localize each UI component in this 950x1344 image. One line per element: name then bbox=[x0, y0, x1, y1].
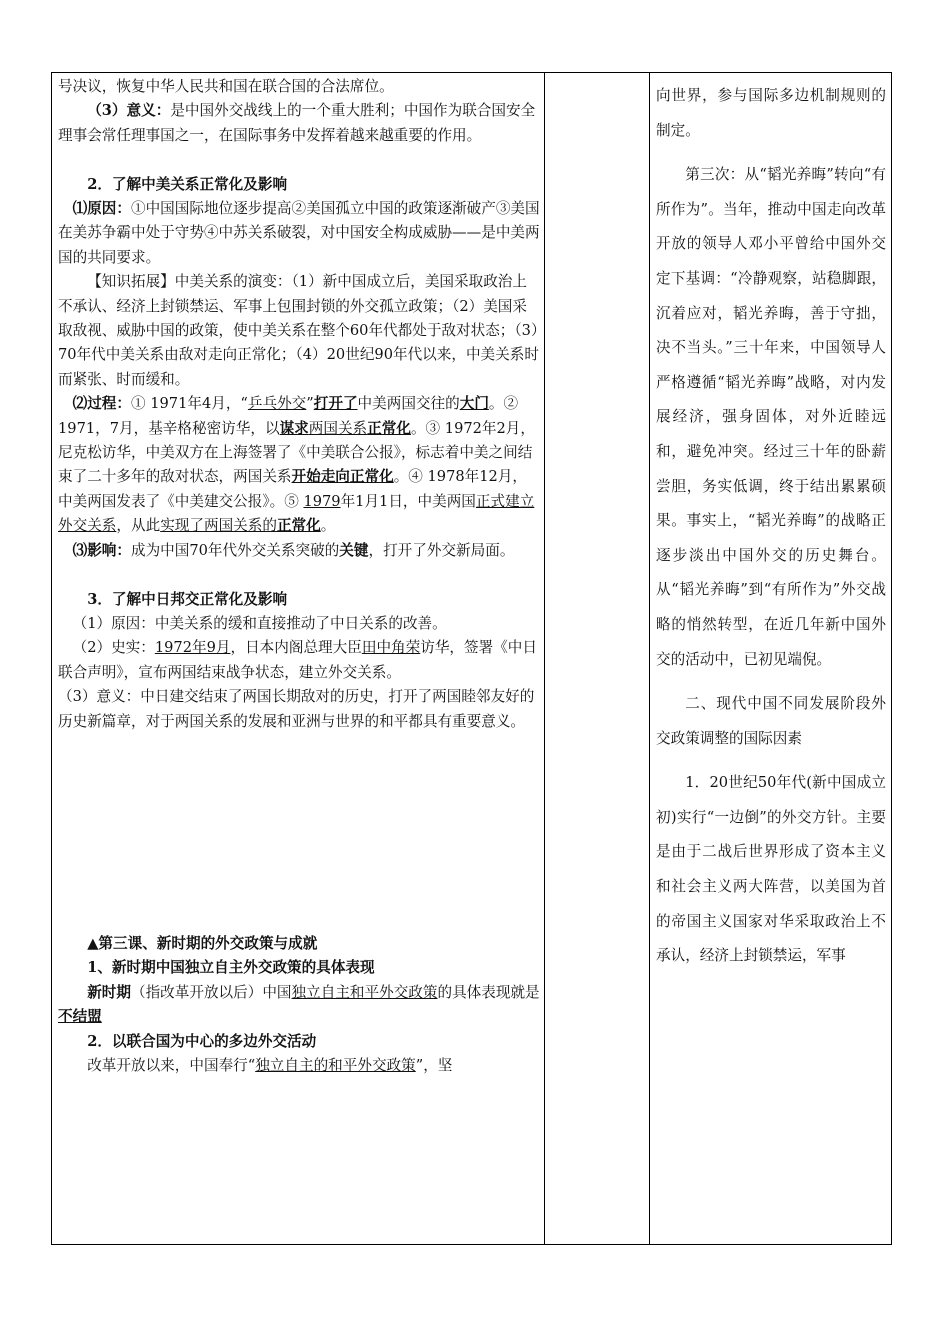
text: 是中国外交战线上的一个重大胜利；中国作为联合国安全理事会常任理事国之一，在国际事务中发挥着越来越重要的作用。 bbox=[58, 102, 536, 144]
text: ① 1971年4月，“ bbox=[130, 395, 248, 413]
text: 。 bbox=[320, 517, 336, 535]
text: ，从此 bbox=[116, 517, 161, 535]
text: 正常化 bbox=[276, 517, 321, 535]
text: 。④ 1978年12月，中美两国发表了《中美建交公报》。⑤ bbox=[58, 468, 528, 510]
paragraph: 第三次：从“韬光养晦”转向“有所作为”。当年，推动中国走向改革开放的领导人邓小平曾给中国外交定下基调：“冷静观察，站稳脚跟，沉着应对，韬光养晦，善于守拙，决不当头。”三十年来，中国领导人严格遵循“韬光养晦”战略，对内发展经济，强身固体，对外近睦远和，避免冲突。经过三十年的卧薪尝胆，务实低调，终于结出累累硕果。事实上，“韬光养晦”的战略正逐步淡出中国外交的历史舞台。从“韬光养晦”到“有所作为”外交战略的悄然转型，在近几年新中国外交的活动中，已初见端倪。 bbox=[656, 166, 886, 668]
text: 。② 1971，7月，基辛格秘密访华，以 bbox=[58, 395, 519, 437]
text: 成为中国70年代外交关系突破的 bbox=[130, 541, 340, 559]
text: 独立自主的和平外交政策 bbox=[255, 1056, 416, 1074]
label: ⑴原因： bbox=[72, 200, 131, 218]
paragraph: 1．20世纪50年代(新中国成立初)实行“一边倒”的外交方针。主要是由于二战后世界形成了资本主义和社会主义两大阵营，以美国为首的帝国主义国家对华采取政治上不承认，经济上封锁禁运，军事 bbox=[656, 774, 886, 965]
text: ” bbox=[306, 395, 314, 413]
paragraph: （3）意义：中日建交结束了两国长期敌对的历史，打开了两国睦邻友好的历史新篇章，对于两国关系的发展和亚洲与世界的和平都具有重要意义。 bbox=[58, 688, 535, 730]
section-heading: 2．以联合国为中心的多边外交活动 bbox=[87, 1032, 317, 1050]
section-heading: 2．了解中美关系正常化及影响 bbox=[87, 175, 288, 193]
text: 1979 bbox=[303, 492, 341, 510]
text: 开始走向正常化 bbox=[291, 468, 394, 486]
text: ①中国国际地位逐步提高②美国孤立中国的政策逐渐破产③美国在美苏争霸中处于守势④中苏关系破裂，对中国安全构成威胁——是中美两国的共同要求。 bbox=[58, 200, 540, 266]
label: ⑵过程： bbox=[72, 395, 131, 413]
text: 改革开放以来，中国奉行“ bbox=[87, 1056, 256, 1074]
label: ⑶影响： bbox=[72, 541, 131, 559]
knowledge-extension: 【知识拓展】中美关系的演变：（1）新中国成立后，美国采取政治上不承认、经济上封锁禁运、军事上包围封锁的外交孤立政策；（2）美国采取敌视、威胁中国的政策，使中美关系在整个60年代都处于敌对状态；（3）70年代中美关系由敌对走向正常化；（4）20世纪90年代以来，中美关系时而紧张、时而缓和。 bbox=[58, 273, 539, 388]
text: 新时期 bbox=[87, 983, 131, 1001]
paragraph bbox=[58, 1054, 540, 1078]
text: 年1月1日，中美两国 bbox=[340, 492, 476, 510]
text: 关键 bbox=[339, 541, 369, 559]
lesson-heading: ▲第三课、新时期的外交政策与成就 bbox=[87, 934, 318, 952]
text: 正式建立外交关系 bbox=[58, 492, 535, 535]
paragraph: （1）原因：中美关系的缓和直接推动了中日关系的改善。 bbox=[72, 614, 447, 632]
history-paragraph bbox=[58, 636, 540, 685]
text: 独立自主和平外交政策 bbox=[291, 983, 438, 1001]
new-period-paragraph bbox=[58, 981, 540, 1030]
column-divider-1 bbox=[544, 73, 545, 1244]
text: ，日本内阁总理大臣 bbox=[230, 639, 362, 657]
paragraph: 号决议，恢复中华人民共和国在联合国的合法席位。 bbox=[58, 78, 394, 95]
text: 正常化 bbox=[367, 419, 411, 437]
text: ”，坚 bbox=[415, 1056, 453, 1074]
text: 1972年9月 bbox=[154, 639, 231, 657]
text: 访华，签署《中日联合声明》，宣布两国结束战争状态，建立外交关系。 bbox=[58, 639, 537, 681]
text: 中美两国交往的 bbox=[357, 395, 460, 413]
column-divider-2 bbox=[649, 73, 650, 1244]
impact-paragraph bbox=[58, 539, 540, 563]
cause-paragraph bbox=[58, 197, 540, 270]
text: 不结盟 bbox=[58, 1008, 102, 1026]
text: 打开了 bbox=[313, 395, 358, 413]
significance-paragraph bbox=[58, 99, 540, 148]
text: 田中角荣 bbox=[361, 639, 421, 657]
text: 的具体表现就是 bbox=[437, 983, 540, 1001]
text: 大门 bbox=[459, 395, 489, 413]
text: 两国关系 bbox=[308, 419, 368, 437]
process-paragraph bbox=[58, 392, 540, 538]
right-column bbox=[656, 79, 886, 974]
paragraph: 向世界，参与国际多边机制规则的制定。 bbox=[656, 87, 886, 139]
label: （3）意义： bbox=[87, 102, 171, 120]
section-heading: 1、新时期中国独立自主外交政策的具体表现 bbox=[87, 959, 375, 977]
section-heading: 3．了解中日邦交正常化及影响 bbox=[87, 590, 288, 608]
text: （2）史实： bbox=[72, 639, 155, 657]
text: 实现了两国关系的 bbox=[160, 517, 277, 535]
text: 谋求 bbox=[279, 419, 309, 437]
table-frame bbox=[51, 72, 892, 1245]
left-column bbox=[58, 75, 540, 1078]
text: 乒乓外交 bbox=[247, 395, 307, 413]
text: ，打开了外交新局面。 bbox=[368, 541, 515, 559]
paragraph: 二、现代中国不同发展阶段外交政策调整的国际因素 bbox=[656, 695, 886, 747]
text: （指改革开放以后）中国 bbox=[130, 983, 292, 1001]
text: 。③ 1972年2月，尼克松访华，中美双方在上海签署了《中美联合公报》，标志着中美之间结束了二十多年的敌对状态，两国关系 bbox=[58, 419, 535, 486]
